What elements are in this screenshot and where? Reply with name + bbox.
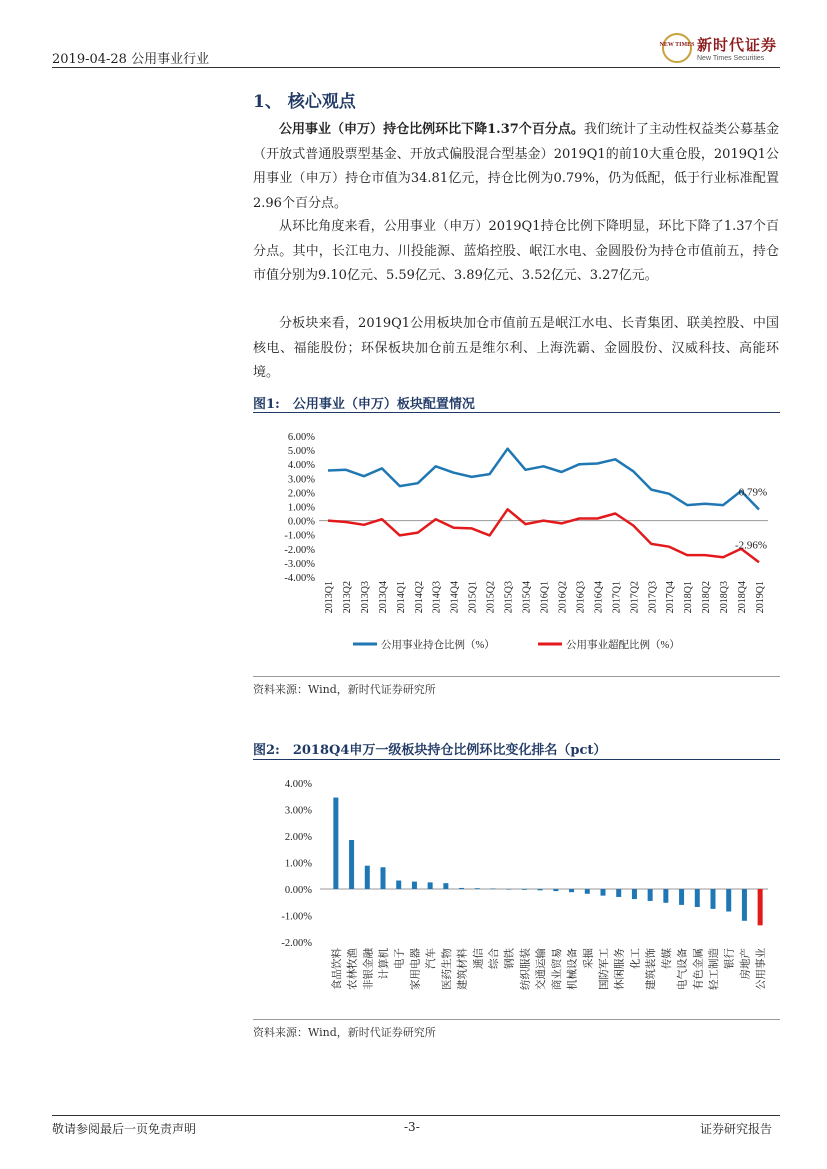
x-tick-label: 交通运输 <box>536 948 548 990</box>
x-tick-label: 农林牧渔 <box>347 948 359 990</box>
bar <box>491 888 496 889</box>
figure2-bottom-rule <box>253 1019 780 1020</box>
x-tick-label: 医药生物 <box>441 948 453 990</box>
y-tick-label: 2.00% <box>284 832 312 843</box>
x-tick-label: 机械设备 <box>567 948 579 990</box>
bar <box>758 889 763 925</box>
logo-name: 新时代证券 <box>697 36 778 54</box>
bar <box>538 889 543 890</box>
bar <box>396 881 401 889</box>
y-tick-label: 1.00% <box>284 858 312 870</box>
figure1-source: 资料来源：Wind，新时代证券研究所 <box>253 683 436 696</box>
x-tick-label: 通信 <box>473 948 485 969</box>
x-tick-label: 计算机 <box>379 948 390 980</box>
header-divider <box>52 67 780 68</box>
x-tick-label: 国防军工 <box>599 948 610 990</box>
x-tick-label: 2017Q3 <box>647 581 659 614</box>
y-tick-label: -1.00% <box>281 911 312 923</box>
x-tick-label: 有色金属 <box>693 948 705 990</box>
x-tick-label: 商业贸易 <box>551 948 563 990</box>
bar <box>585 889 590 894</box>
x-tick-label: 房地产 <box>740 948 752 980</box>
logo-subtitle: New Times Securities <box>697 55 765 62</box>
x-tick-label: 采掘 <box>583 948 595 969</box>
x-tick-label: 2019Q1 <box>755 581 767 614</box>
bar <box>412 882 417 889</box>
x-tick-label: 非银金融 <box>363 948 375 990</box>
figure2-source: 资料来源：Wind，新时代证券研究所 <box>253 1026 436 1039</box>
x-tick-label: 2016Q2 <box>557 581 569 614</box>
paragraph-3: 分板块来看，2019Q1公用板块加仓市值前五是岷江水电、长青集团、联美控股、中国核电、福能股份；环保板块加仓前五是维尔利、上海洗霸、金圆股份、汉威科技、高能环境。 <box>253 316 779 380</box>
x-tick-label: 2014Q2 <box>413 581 425 614</box>
x-tick-label: 2013Q4 <box>377 581 389 614</box>
x-tick-label: 电子 <box>394 948 406 969</box>
y-tick-label: 3.00% <box>284 805 312 817</box>
x-tick-label: 银行 <box>724 948 736 969</box>
y-tick-label: 0.00% <box>287 516 315 528</box>
x-tick-label: 传媒 <box>661 948 673 969</box>
x-tick-label: 2017Q4 <box>665 581 677 614</box>
paragraph-1-body: 我们统计了主动性权益类公募基金（开放式普通股票型基金、开放式偏股混合型基金）2019Q1的前10大重仓股，2019Q1公用事业（申万）持仓市值为34.81亿元，持仓比例为0.79%，仍为低配，低于行业标准配置2.96个百分点。 <box>253 122 779 211</box>
x-tick-label: 化工 <box>630 948 642 969</box>
x-tick-label: 2016Q1 <box>539 581 551 614</box>
x-tick-label: 食品饮料 <box>331 948 343 990</box>
y-tick-label: 5.00% <box>287 446 315 458</box>
y-tick-label: -3.00% <box>284 558 315 570</box>
annotation-holding-ratio: 0.79% <box>738 486 768 499</box>
x-tick-label: 2013Q1 <box>323 581 335 614</box>
y-tick-label: 6.00% <box>287 432 315 443</box>
figure1-title: 图1: 公用事业（申万）板块配置情况 <box>253 397 475 412</box>
x-tick-label: 建筑装饰 <box>646 948 658 990</box>
paragraph-1-lead: 公用事业（申万）持仓比例环比下降1.37个百分点。 <box>279 122 584 137</box>
x-tick-label: 2017Q1 <box>611 581 623 614</box>
bar <box>506 889 511 890</box>
bar <box>616 889 621 897</box>
x-tick-label: 2015Q2 <box>485 581 497 614</box>
header-date-industry: 2019-04-28 公用事业行业 <box>52 52 210 67</box>
figure1-top-rule <box>253 412 780 413</box>
x-tick-label: 2013Q2 <box>341 581 353 614</box>
x-tick-label: 家用电器 <box>410 948 422 990</box>
x-tick-label: 2017Q2 <box>629 581 641 614</box>
x-tick-label: 2016Q3 <box>575 581 587 614</box>
x-tick-label: 综合 <box>489 948 500 969</box>
legend-label-2: 公用事业超配比例（%） <box>566 640 680 651</box>
x-tick-label: 钢铁 <box>504 948 516 969</box>
bar <box>648 889 653 901</box>
x-tick-label: 2015Q1 <box>467 581 479 614</box>
y-tick-label: -2.00% <box>281 938 312 949</box>
bar <box>365 866 370 889</box>
footer-report-type: 证券研究报告 <box>700 1122 773 1136</box>
x-tick-label: 2018Q2 <box>701 581 713 614</box>
x-tick-label: 2014Q3 <box>431 581 443 614</box>
y-tick-label: 3.00% <box>287 474 315 486</box>
figure1-line-chart <box>253 414 780 676</box>
footer-disclaimer: 敬请参阅最后一页免责声明 <box>52 1122 197 1136</box>
x-tick-label: 公用事业 <box>756 948 768 990</box>
y-tick-label: -4.00% <box>284 573 315 584</box>
y-tick-label: 2.00% <box>287 488 315 500</box>
figure2-bar-chart <box>253 761 780 1019</box>
bar <box>569 889 574 892</box>
figure1-bottom-rule <box>253 676 780 677</box>
x-tick-label: 2018Q3 <box>719 581 731 614</box>
bar <box>663 889 668 903</box>
bar <box>475 888 480 889</box>
x-tick-label: 2018Q1 <box>683 581 695 614</box>
y-tick-label: -2.00% <box>284 544 315 556</box>
logo-mark: NEW TIMES <box>659 42 695 48</box>
bar <box>679 889 684 905</box>
x-tick-label: 2015Q4 <box>521 581 533 614</box>
paragraph-2: 从环比角度来看，公用事业（申万）2019Q1持仓比例下降明显，环比下降了1.37个百分点。其中，长江电力、川投能源、蓝焰控股、岷江水电、金圆股份为持仓市值前五，持仓市值分别为9.10亿元、5.59亿元、3.89亿元、3.52亿元、3.27亿元。 <box>253 219 779 283</box>
bar <box>349 840 354 889</box>
x-tick-label: 休闲服务 <box>614 948 626 990</box>
y-tick-label: 1.00% <box>287 502 315 514</box>
paragraph-1 <box>253 118 779 216</box>
x-tick-label: 2018Q4 <box>737 581 749 614</box>
y-tick-label: 4.00% <box>287 460 315 472</box>
x-tick-label: 汽车 <box>426 948 438 969</box>
bar <box>553 889 558 891</box>
page-number: -3- <box>404 1120 420 1134</box>
x-tick-label: 2013Q3 <box>359 581 371 614</box>
x-tick-label: 轻工制造 <box>709 948 720 990</box>
bar <box>522 889 527 890</box>
bar <box>428 882 433 889</box>
series-line-2 <box>328 509 759 562</box>
bar <box>711 889 716 909</box>
bar <box>333 798 338 889</box>
y-tick-label: -1.00% <box>284 530 315 542</box>
bar <box>742 889 747 921</box>
bar <box>632 889 637 899</box>
bar <box>443 883 448 889</box>
x-tick-label: 纺织服装 <box>520 948 532 990</box>
series-line-1 <box>328 449 759 510</box>
x-tick-label: 2014Q1 <box>395 581 407 614</box>
bar <box>726 889 731 912</box>
bar <box>381 867 386 889</box>
bar <box>601 889 606 896</box>
x-tick-label: 2014Q4 <box>449 581 461 614</box>
y-tick-label: 0.00% <box>284 885 312 896</box>
figure2-title: 图2: 2018Q4申万一级板块持仓比例环比变化排名（pct） <box>253 743 607 758</box>
annotation-overweight-ratio: -2.96% <box>734 539 768 552</box>
bar <box>459 888 464 889</box>
bar <box>695 889 700 907</box>
x-tick-label: 2015Q3 <box>503 581 515 614</box>
footer-divider <box>52 1115 780 1116</box>
y-tick-label: 4.00% <box>284 779 312 790</box>
x-tick-label: 建筑材料 <box>457 948 469 990</box>
legend-label-1: 公用事业持仓比例（%） <box>381 640 495 651</box>
x-tick-label: 电气设备 <box>677 948 689 990</box>
x-tick-label: 2016Q4 <box>593 581 605 614</box>
figure2-top-rule <box>253 759 780 760</box>
section-title: 1、 核心观点 <box>253 92 356 112</box>
